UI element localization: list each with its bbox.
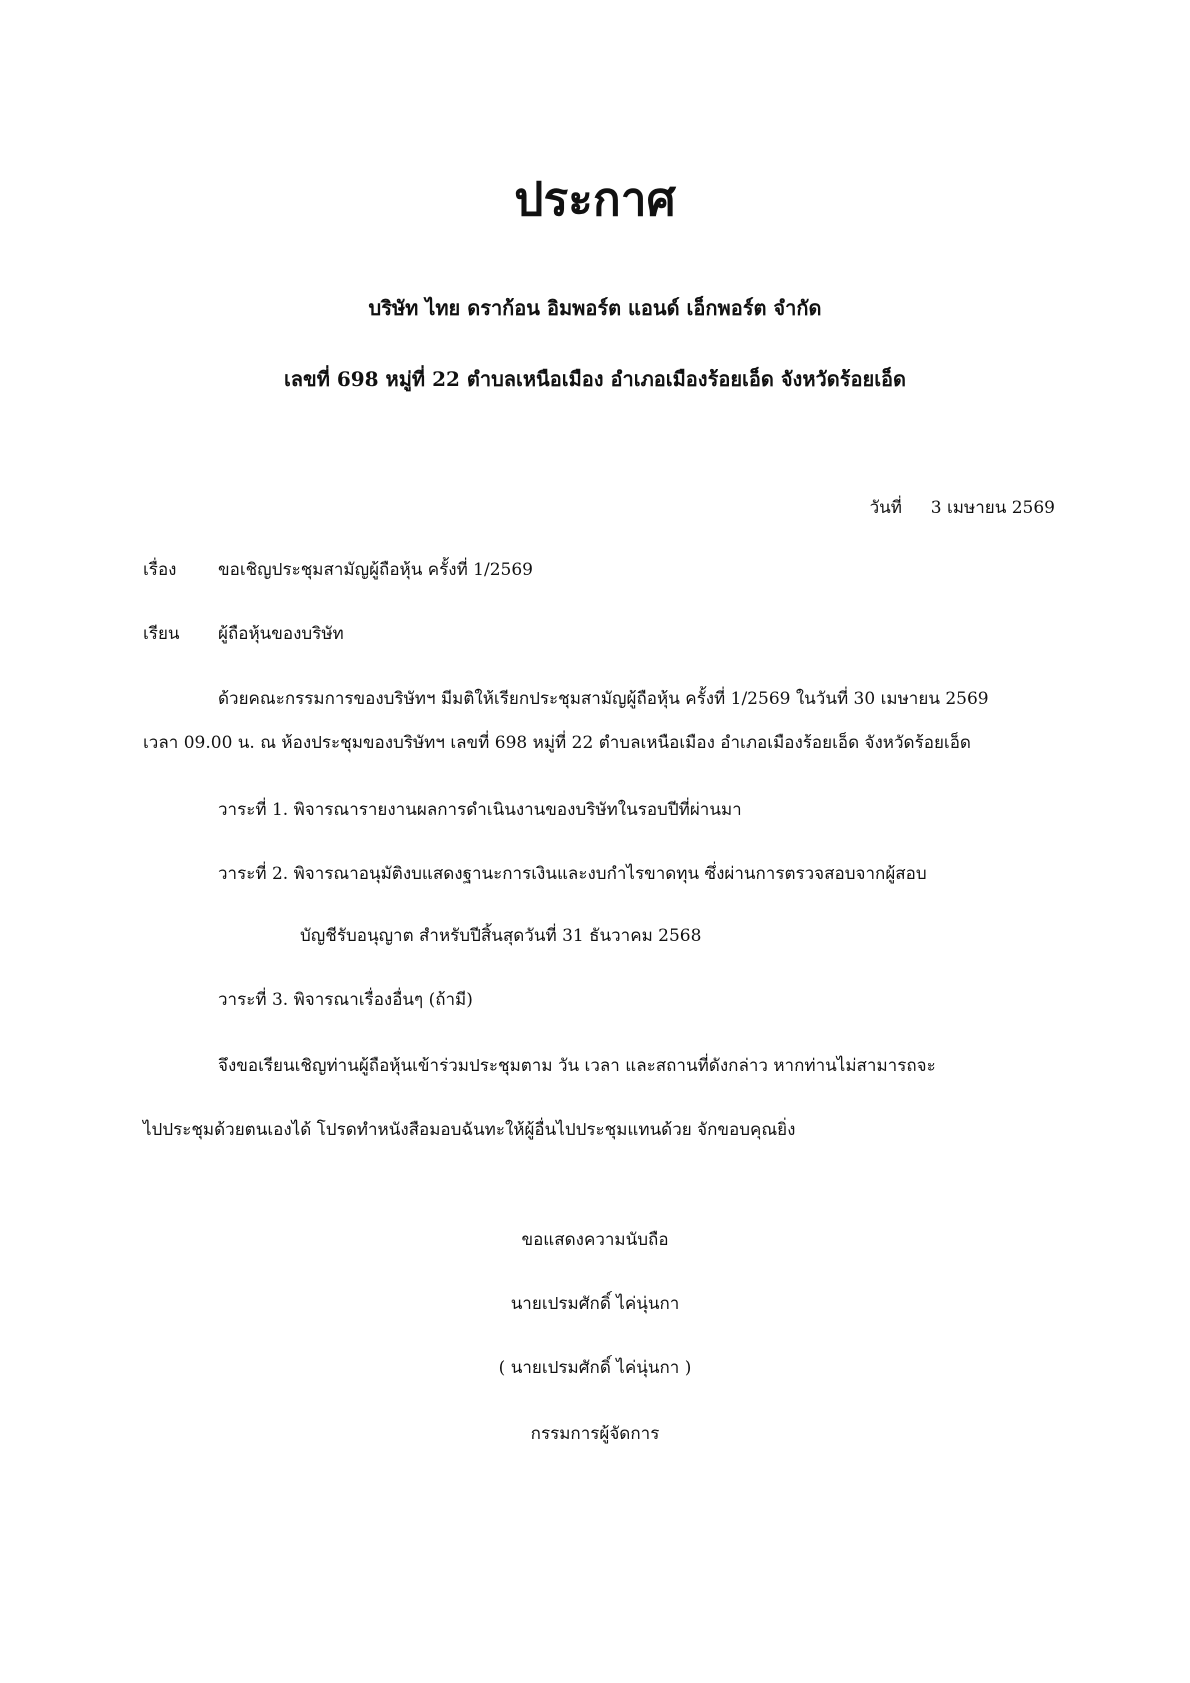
recipient-value: ผู้ถือหุ้นของบริษัท (218, 624, 344, 644)
agenda-item-2: วาระที่ 2. พิจารณาอนุมัติงบแสดงฐานะการเงินและงบกำไรขาดทุน ซึ่งผ่านการตรวจสอบจากผู้สอบ (218, 864, 927, 884)
date-value: 3 เมษายน 2569 (930, 498, 1055, 518)
recipient-label: เรียน (143, 624, 180, 644)
signature-position: กรรมการผู้จัดการ (530, 1424, 660, 1444)
document-date (870, 494, 1055, 521)
signature-printed-name: ( นายเปรมศักดิ์ ไค่นุ่นกา ) (498, 1358, 692, 1378)
intro-line-1: ด้วยคณะกรรมการของบริษัทฯ มีมติให้เรียกประชุมสามัญผู้ถือหุ้น ครั้งที่ 1/2569 ในวันที่ 30 เมษายน 2569 (218, 689, 989, 709)
agenda-item-3: วาระที่ 3. พิจารณาเรื่องอื่นๆ (ถ้ามี) (218, 990, 473, 1010)
signature-regards: ขอแสดงความนับถือ (521, 1230, 669, 1250)
closing-line-1: จึงขอเรียนเชิญท่านผู้ถือหุ้นเข้าร่วมประชุมตาม วัน เวลา และสถานที่ดังกล่าว หากท่านไม่สามารถจะ (218, 1056, 936, 1076)
document-title: ประกาศ (514, 172, 676, 226)
subject-row (0, 556, 1190, 580)
closing-line-2: ไปประชุมด้วยตนเองได้ โปรดทำหนังสือมอบฉันทะให้ผู้อื่นไปประชุมแทนด้วย จักขอบคุณยิ่ง (143, 1120, 796, 1140)
subject-label: เรื่อง (143, 560, 177, 580)
company-address: เลขที่ 698 หมู่ที่ 22 ตำบลเหนือเมือง อำเภอเมืองร้อยเอ็ด จังหวัดร้อยเอ็ด (283, 367, 907, 391)
date-label: วันที่ (869, 498, 902, 518)
subject-value: ขอเชิญประชุมสามัญผู้ถือหุ้น ครั้งที่ 1/2569 (218, 560, 533, 580)
agenda-item-1: วาระที่ 1. พิจารณารายงานผลการดำเนินงานของบริษัทในรอบปีที่ผ่านมา (218, 800, 742, 820)
intro-line-2: เวลา 09.00 น. ณ ห้องประชุมของบริษัทฯ เลขที่ 698 หมู่ที่ 22 ตำบลเหนือเมือง อำเภอเมืองร้อยเอ็ด จังหวัดร้อยเอ็ด (143, 733, 971, 753)
company-name: บริษัท ไทย ดราก้อน อิมพอร์ต แอนด์ เอ็กพอร์ต จำกัด (368, 296, 822, 320)
signature-name: นายเปรมศักดิ์ ไค่นุ่นกา (510, 1294, 680, 1314)
agenda-item-2-continuation: บัญชีรับอนุญาต สำหรับปีสิ้นสุดวันที่ 31 ธันวาคม 2568 (300, 926, 702, 946)
recipient-row (0, 620, 1190, 644)
